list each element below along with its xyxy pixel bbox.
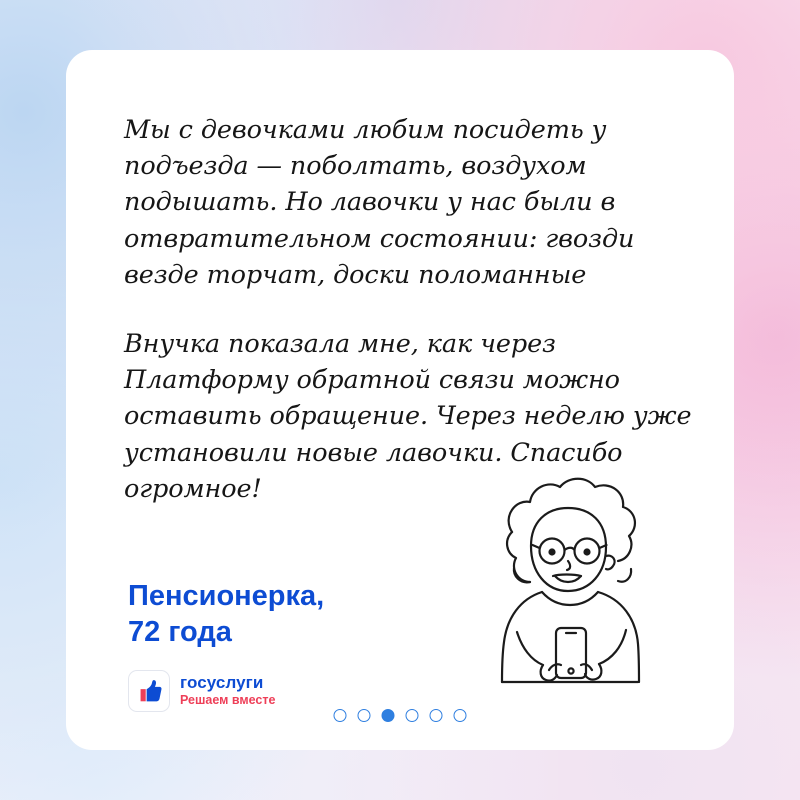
logo-text xyxy=(180,674,275,708)
logo-title: госуслуги xyxy=(180,672,264,692)
pagination-dots[interactable] xyxy=(334,709,467,722)
pagination-dot-6[interactable] xyxy=(454,709,467,722)
pagination-dot-3[interactable] xyxy=(382,709,395,722)
pagination-dot-5[interactable] xyxy=(430,709,443,722)
author-role xyxy=(128,578,324,651)
thumbs-up-icon xyxy=(128,670,170,712)
pagination-dot-2[interactable] xyxy=(358,709,371,722)
pagination-dot-4[interactable] xyxy=(406,709,419,722)
pagination-dot-1[interactable] xyxy=(334,709,347,722)
author-role-line-2: 72 года xyxy=(128,616,232,649)
gosuslugi-logo xyxy=(128,670,275,712)
elderly-woman-with-phone-illustration xyxy=(416,420,716,720)
author-role-line-1: Пенсионерка, xyxy=(128,580,325,612)
quote-paragraph-1: Мы с девочками любим посидеть у подъезда — поболтать, воздухом подышать. Но лавочки у нас были в отвратительном состоянии: гвозди везде торчат, доски поломанные xyxy=(124,115,635,290)
quote-paragraph-2: Внучка показала мне, как через Платформу обратной связи можно оставить обращение. Через неделю уже установили новые лавочки. Спасибо огромное! xyxy=(124,329,692,504)
logo-subtitle: Решаем вместе xyxy=(180,693,276,708)
story-card xyxy=(66,50,734,750)
